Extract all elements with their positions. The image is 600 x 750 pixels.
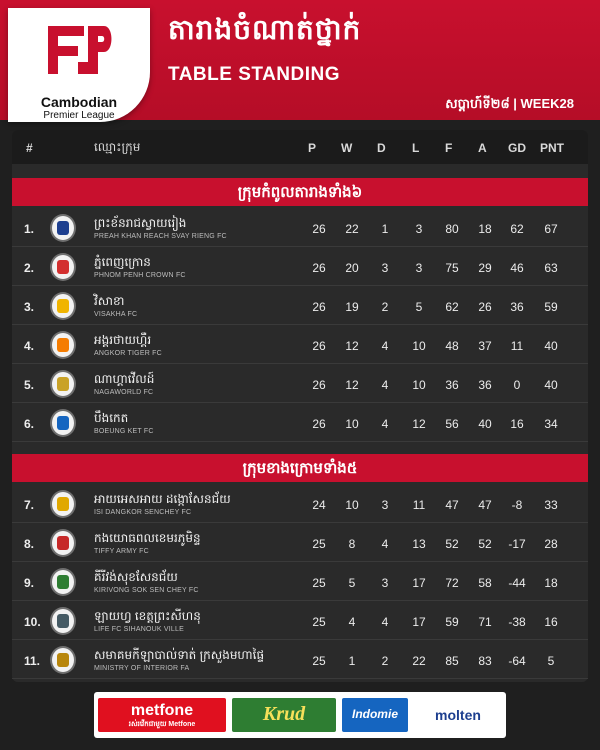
team-name-english: PHNOM PENH CROWN FC [94, 272, 186, 279]
stat-gd: 62 [510, 222, 524, 236]
team-name-english: ANGKOR TIGER FC [94, 350, 162, 357]
stat-a: 47 [478, 498, 492, 512]
col-a: A [478, 141, 487, 155]
stat-l: 17 [412, 576, 426, 590]
stat-a: 40 [478, 417, 492, 431]
stat-d: 4 [381, 378, 389, 392]
team-name-khmer: អង្គរថាយហ្គឺរ [94, 333, 152, 347]
team-position: 8. [24, 537, 35, 551]
table-row[interactable] [12, 525, 588, 562]
stat-l: 10 [412, 378, 426, 392]
sponsor-molten[interactable] [414, 698, 502, 732]
stat-gd: 46 [510, 261, 524, 275]
team-name-english: TIFFY ARMY FC [94, 548, 149, 555]
group-top-six: ក្រុមកំពូលតារាងទាំង៦ [12, 178, 588, 206]
col-f: F [445, 141, 453, 155]
stat-p: 25 [312, 576, 326, 590]
stat-pnt: 34 [544, 417, 558, 431]
cpl-logo-icon [44, 22, 116, 78]
col-l: L [412, 141, 420, 155]
team-crest-icon [50, 646, 76, 674]
col-gd: GD [508, 141, 526, 155]
table-row[interactable] [12, 603, 588, 640]
stat-w: 1 [348, 654, 356, 668]
stat-a: 83 [478, 654, 492, 668]
stat-w: 22 [345, 222, 359, 236]
stat-a: 18 [478, 222, 492, 236]
stat-p: 25 [312, 615, 326, 629]
team-name-english: MINISTRY OF INTERIOR FA [94, 665, 190, 672]
team-name-english: LIFE FC SIHANOUK VILLE [94, 626, 184, 633]
stat-a: 71 [478, 615, 492, 629]
stat-l: 17 [412, 615, 426, 629]
stat-gd: -38 [508, 615, 526, 629]
table-row[interactable] [12, 288, 588, 325]
stat-pnt: 63 [544, 261, 558, 275]
stat-f: 56 [445, 417, 459, 431]
stat-f: 47 [445, 498, 459, 512]
team-name-english: PREAH KHAN REACH SVAY RIENG FC [94, 233, 227, 240]
stat-pnt: 59 [544, 300, 558, 314]
stat-gd: -8 [511, 498, 523, 512]
stat-w: 8 [348, 537, 356, 551]
league-name-line1: Cambodian [40, 94, 118, 110]
stat-f: 48 [445, 339, 459, 353]
stat-gd: -44 [508, 576, 526, 590]
col-pnt: PNT [540, 141, 564, 155]
group-bottom-five: ក្រុមខាងក្រោមទាំង៥ [12, 454, 588, 482]
stat-pnt: 16 [544, 615, 558, 629]
team-name-khmer: ព្រះខ័នរាជស្វាយរៀង [94, 216, 187, 230]
sponsor-indomie[interactable] [342, 698, 408, 732]
stat-f: 62 [445, 300, 459, 314]
table-row[interactable] [12, 249, 588, 286]
stat-pnt: 33 [544, 498, 558, 512]
col-rank: # [26, 141, 33, 155]
league-logo [8, 8, 150, 122]
table-row[interactable] [12, 564, 588, 601]
team-name-english: BOEUNG KET FC [94, 428, 154, 435]
table-row[interactable] [12, 486, 588, 523]
stat-p: 26 [312, 417, 326, 431]
title-english: TABLE STANDING [168, 64, 341, 85]
table-header [12, 130, 588, 164]
stat-pnt: 67 [544, 222, 558, 236]
stat-w: 10 [345, 498, 359, 512]
krud-logo-text: Krud [262, 703, 306, 725]
stat-l: 5 [415, 300, 423, 314]
team-name-khmer: សមាគមកីឡាបាល់ទាត់ ក្រសួងមហាផ្ទៃ [94, 648, 265, 662]
header-banner [0, 0, 600, 120]
team-crest-icon [50, 331, 76, 359]
stat-pnt: 5 [547, 654, 555, 668]
team-name-english: ISI DANGKOR SENCHEY FC [94, 509, 192, 516]
team-crest-icon [50, 607, 76, 635]
team-position: 10. [24, 615, 41, 629]
stat-a: 52 [478, 537, 492, 551]
sponsor-krud[interactable] [232, 698, 336, 732]
team-crest-icon [50, 568, 76, 596]
stat-d: 4 [381, 537, 389, 551]
team-position: 4. [24, 339, 35, 353]
team-crest-icon [50, 490, 76, 518]
team-crest-icon [50, 292, 76, 320]
stat-p: 25 [312, 654, 326, 668]
col-w: W [341, 141, 353, 155]
col-team: ឈ្មោះក្រុម [94, 140, 141, 154]
sponsor-bar [94, 692, 506, 738]
standings-table [12, 130, 588, 682]
team-crest-icon [50, 409, 76, 437]
stat-w: 5 [348, 576, 356, 590]
stat-a: 37 [478, 339, 492, 353]
stat-a: 36 [478, 378, 492, 392]
stat-d: 2 [381, 654, 389, 668]
team-name-khmer: វិសាខា [94, 294, 125, 308]
stat-d: 3 [381, 498, 389, 512]
stat-pnt: 40 [544, 378, 558, 392]
stat-l: 10 [412, 339, 426, 353]
stat-f: 85 [445, 654, 459, 668]
table-row[interactable] [12, 327, 588, 364]
stat-gd: -64 [508, 654, 526, 668]
stat-w: 12 [345, 339, 359, 353]
team-name-english: KIRIVONG SOK SEN CHEY FC [94, 587, 199, 594]
molten-logo-text: molten [435, 707, 481, 723]
stat-d: 3 [381, 576, 389, 590]
stat-a: 58 [478, 576, 492, 590]
stat-w: 19 [345, 300, 359, 314]
stat-a: 26 [478, 300, 492, 314]
stat-a: 29 [478, 261, 492, 275]
stat-d: 4 [381, 615, 389, 629]
week-label: សប្តាហ៍ទី២៨ | WEEK28 [445, 96, 574, 111]
col-d: D [377, 141, 386, 155]
stat-l: 3 [415, 261, 423, 275]
team-crest-icon [50, 529, 76, 557]
stat-p: 26 [312, 261, 326, 275]
stat-gd: 16 [510, 417, 524, 431]
stat-f: 52 [445, 537, 459, 551]
team-name-khmer: ណាហ្គាវើលដ៍ [94, 372, 155, 386]
team-name-khmer: អាយអេសអាយ ដង្កោសែនជ័យ [94, 492, 231, 506]
league-name-line2: Premier League [43, 110, 115, 121]
team-name-english: NAGAWORLD FC [94, 389, 154, 396]
stat-gd: 0 [513, 378, 521, 392]
team-position: 7. [24, 498, 35, 512]
stat-d: 4 [381, 417, 389, 431]
stat-pnt: 28 [544, 537, 558, 551]
team-position: 2. [24, 261, 35, 275]
stat-p: 24 [312, 498, 326, 512]
table-row[interactable] [12, 366, 588, 403]
metfone-logo-text: metfone [130, 702, 194, 719]
stat-l: 22 [412, 654, 426, 668]
stat-l: 3 [415, 222, 423, 236]
team-position: 3. [24, 300, 35, 314]
stat-f: 59 [445, 615, 459, 629]
stat-d: 2 [381, 300, 389, 314]
team-position: 11. [24, 654, 41, 668]
stat-w: 20 [345, 261, 359, 275]
team-name-khmer: ឡាយហ្វ ខេត្តព្រះសីហនុ [94, 609, 201, 623]
indomie-logo-text: Indomie [351, 707, 398, 721]
stat-gd: -17 [508, 537, 526, 551]
team-position: 5. [24, 378, 35, 392]
team-name-english: VISAKHA FC [94, 311, 138, 318]
team-position: 6. [24, 417, 35, 431]
stat-l: 12 [412, 417, 426, 431]
team-name-khmer: បឹងកេត [94, 411, 129, 425]
stat-w: 12 [345, 378, 359, 392]
team-name-khmer: គីរីវង់សុខសែនជ័យ [94, 570, 178, 584]
team-crest-icon [50, 214, 76, 242]
table-row[interactable] [12, 405, 588, 442]
title-khmer: តារាងចំណាត់ថ្នាក់ [168, 13, 362, 46]
stat-w: 10 [345, 417, 359, 431]
stat-f: 75 [445, 261, 459, 275]
stat-f: 80 [445, 222, 459, 236]
stat-d: 3 [381, 261, 389, 275]
table-row[interactable] [12, 210, 588, 247]
stat-f: 72 [445, 576, 459, 590]
stat-l: 13 [412, 537, 426, 551]
metfone-tagline: រស់រវើកជាមួយ Metfone [128, 721, 196, 728]
team-name-khmer: កងយោធពលខេមរភូមិន្ទ [94, 531, 201, 545]
stat-pnt: 18 [544, 576, 558, 590]
team-crest-icon [50, 253, 76, 281]
stat-pnt: 40 [544, 339, 558, 353]
team-position: 1. [24, 222, 35, 236]
stat-d: 1 [381, 222, 389, 236]
stat-p: 26 [312, 378, 326, 392]
stat-p: 26 [312, 222, 326, 236]
stat-d: 4 [381, 339, 389, 353]
table-row[interactable] [12, 642, 588, 679]
stat-p: 25 [312, 537, 326, 551]
stat-l: 11 [412, 498, 426, 512]
col-p: P [308, 141, 317, 155]
team-position: 9. [24, 576, 35, 590]
stat-p: 26 [312, 300, 326, 314]
stat-p: 26 [312, 339, 326, 353]
stat-gd: 36 [510, 300, 524, 314]
team-crest-icon [50, 370, 76, 398]
stat-w: 4 [348, 615, 356, 629]
sponsor-metfone[interactable] [98, 698, 226, 732]
team-name-khmer: ភ្នំពេញក្រោន [94, 255, 151, 269]
stat-gd: 11 [510, 339, 524, 353]
stat-f: 36 [445, 378, 459, 392]
